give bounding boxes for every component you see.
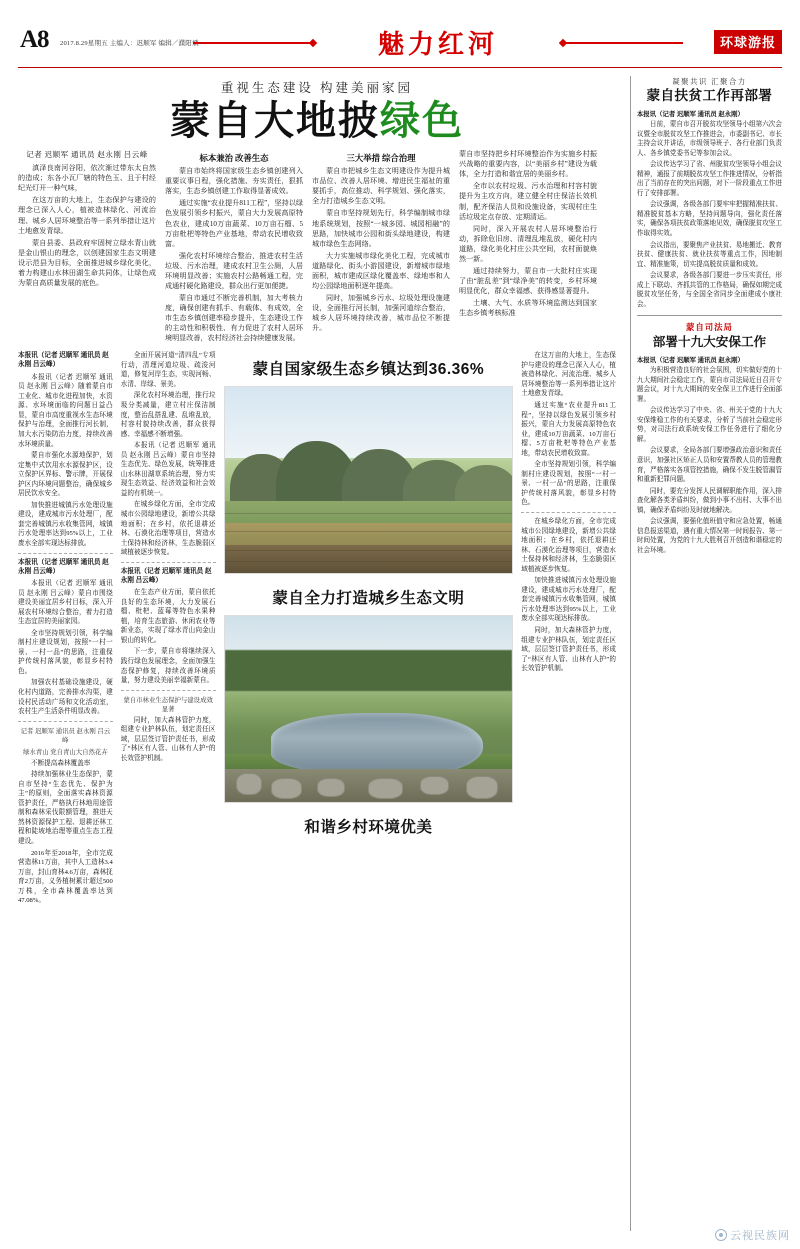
- page-body: [18, 76, 782, 1231]
- tree-line: [225, 650, 513, 691]
- paragraph: 同时，加大森林管护力度，组建专业护林队伍，划定责任区域，层层签订管护责任书，形成了“林区有人管、山林有人护”的长效管护机制。: [120, 716, 216, 762]
- paragraph: 在城乡绿化方面，全市完成城市公园绿地建设，新增公共绿地面积；在乡村，依托退耕还林、石漠化治理等项目，营造水土保持林和经济林，生态脆弱区域植被逐步恢复。: [521, 518, 616, 573]
- rail-org-name: 蒙自司法局: [686, 323, 733, 333]
- paragraph: 滇泽良南河谷阳，依次渐过带东太自然的造成；东各小瓦厂辖的特色玉、且于村经纪光灯开一种气味，: [18, 164, 156, 193]
- column-divider: [630, 76, 631, 1231]
- paragraph: 加强农村基础设施建设，硬化村内道路，完善排水沟渠，建设村民活动广场和文化活动室，农村生产生活条件明显改善。: [18, 679, 113, 716]
- paragraph: 同时，加强城乡污水、垃圾处理设施建设，全面推行河长制，加强河道综合整治，城乡人居环境持续改善，城市品位不断提升。: [312, 293, 450, 333]
- crop-row: [225, 513, 513, 514]
- paragraph: 蒙自市把城乡生态文明建设作为提升城市品位、改善人居环境、增进民生福祉的重要抓手，高位推动、科学规划、强化落实，全力打造城乡生态文明。: [312, 167, 450, 206]
- paragraph: 日前，蒙自市召开脱贫攻坚领导小组第六次会议暨全市脱贫攻坚工作推进会，市委副书记、市长主持会议并讲话，市级领导班子、各行业部门负责人、各乡镇党委书记等参加会议。: [636, 120, 782, 157]
- lower-byline: 记者 迟顺军 通讯员 赵永刚 吕云峰: [20, 727, 111, 744]
- paragraph: 在这万亩的大地上，生态保护与建设的理念已深入人心，植被造林绿化、河流治理、城乡人居环境整治等一系列举措让这片土地愈发青绿。: [521, 352, 616, 398]
- paragraph: 加快推进城镇污水处理设施建设，建成城市污水处理厂，配套完善城镇污水收集管网，城镇污水处理率达到95%以上，工业废水全部实现达标排放。: [18, 501, 113, 547]
- paragraph: 下一步，蒙自市将继续深入践行绿色发展理念，全面加强生态保护修复，持续改善环境质量，努力建设美丽幸福新蒙自。: [120, 648, 216, 685]
- paragraph: 会议传达学习了中央、省、州关于党的十九大安保维稳工作的有关要求，分析了当前社会稳定形势，对司法行政系统安保工作任务进行了细化分解。: [636, 407, 782, 443]
- crop-row: [225, 531, 513, 532]
- feature-1-deck: 蒙自国家级生态乡镇达到36.36%: [252, 361, 485, 379]
- subhead: 三大举措 综合治理: [346, 154, 416, 164]
- paragraph: 深化农村环境治理，推行垃圾分类减量，建立村庄保洁制度，整治乱搭乱建、乱堆乱放，村容村貌持续改善，群众获得感、幸福感不断增强。: [120, 392, 216, 438]
- sky-region: [225, 387, 513, 458]
- paragraph: 土壤、大气、水质等环境监测达到国家生态乡镇考核标准: [459, 299, 597, 318]
- section-title-wrap: [318, 24, 558, 61]
- paragraph: 在生态产业方面，蒙自依托良好的生态环境，大力发展石榴、枇杷、蓝莓等特色水果种植，培育生态旅游、休闲农业等新业态，实现了绿水青山向金山银山的转化。: [120, 589, 216, 644]
- village-pond-green-landscape-photo: [224, 615, 514, 803]
- karst-hills-terraced-farmland-photo: [224, 386, 514, 574]
- rock: [236, 773, 262, 795]
- right-rail: [637, 76, 782, 1231]
- subhead: 标本兼治 改善生态: [199, 154, 269, 164]
- masthead: [18, 22, 782, 68]
- lead-headline-part1: 蒙自大地披: [170, 99, 380, 143]
- lead-kicker: 重视生态建设 构建美丽家园: [220, 81, 414, 95]
- paragraph: 全市以农村垃圾、污水治理和村容村貌提升为主攻方向，建立健全村庄保洁长效机制，配齐保洁人员和设施设备，实现村庄生活垃圾定点存放、定期清运。: [459, 182, 597, 221]
- feature-2: [224, 580, 514, 803]
- paragraph: 本报讯（记者 迟顺军 通讯员 赵永刚 吕云峰）蒙自市围绕建设美丽宜居乡村目标，深入开展农村环境综合整治，着力打造生态宜居的美丽家园。: [18, 579, 113, 626]
- rail-headline-2: 部署十九大安保工作: [652, 335, 767, 350]
- lower-region: [18, 351, 616, 908]
- paragraph: 通过实施“农业提升811工程”，坚持以绿色发展引领乡村振兴，蒙自大力发展高原特色农业，建成10万亩蔬菜、10万亩石榴、5万亩枇杷等特色产业基地，带动农民增收致富。: [165, 199, 303, 248]
- paragraph: 会议强调，要强化值班值守和应急处置，畅通信息报送渠道，遇有重大情况第一时间报告、第一时间处置，为党的十九大胜利召开创造和谐稳定的社会环境。: [636, 518, 782, 554]
- story-lede-bold: 本报讯（记者 迟顺军 通讯员 赵永刚 吕云峰）: [120, 567, 212, 584]
- paragraph: 同时，加大森林管护力度，组建专业护林队伍，划定责任区域，层层签订管护责任书，形成了“林区有人管、山林有人护”的长效管护机制。: [521, 627, 616, 673]
- paragraph: 本报讯（记者 迟顺军 通讯员 赵永刚 吕云峰）随着蒙自市工业化、城市化进程加快，水资源、水环境面临的问题日益凸显，蒙自市高度重视水生态环境保护与治理，全面推行河长制，加大水污染防治力度，持续改善水环境质量。: [18, 373, 113, 448]
- paragraph: 在这万亩的大地上，生态保护与建设的理念已深入人心，植被造林绿化、河流治理、城乡人居环境整治等一系列举措让这片土地愈发青绿。: [18, 196, 156, 235]
- rock: [271, 778, 303, 798]
- lower-column-b: [121, 351, 216, 908]
- lead-column-1: [18, 149, 156, 345]
- divider: [121, 562, 216, 563]
- paragraph: 通过实施“农业提升811工程”，坚持以绿色发展引领乡村振兴，蒙自大力发展高原特色农业，建成10万亩蔬菜、10万亩石榴、5万亩枇杷等特色产业基地，带动农民增收致富。: [521, 401, 616, 457]
- page-folio: A8: [20, 26, 49, 53]
- paragraph: 会议要求，各级各部门要进一步压实责任，形成上下联动、齐抓共管的工作格局，确保如期完成脱贫攻坚任务，与全国全省同步全面建成小康社会。: [636, 272, 782, 308]
- rock: [466, 776, 498, 798]
- paragraph: 在城乡绿化方面，全市完成城市公园绿地建设，新增公共绿地面积；在乡村，依托退耕还林、石漠化治理等项目，营造水土保持林和经济林，生态脆弱区域植被逐步恢复。: [120, 501, 216, 557]
- feature-stack: [224, 351, 514, 908]
- divider: [18, 553, 113, 554]
- rail-headline-1: 蒙自扶贫工作再部署: [646, 88, 773, 103]
- paragraph: 强化农村环境综合整治，推进农村生活垃圾、污水治理，建成农村卫生公厕，人居环境明显改善；实施农村公路畅通工程，完成通村硬化路建设，群众出行更加便捷。: [165, 251, 303, 290]
- lower-column-a: [18, 351, 113, 908]
- paragraph: 同时，深入开展农村人居环境整治行动，拆除危旧房、清理乱堆乱放，硬化村内道路，绿化美化村庄公共空间，农村面貌焕然一新。: [459, 224, 597, 263]
- lead-headline: [18, 100, 616, 143]
- paragraph: 会议要求，全局各部门要增强政治意识和责任意识，加强社区矫正人员和安置帮教人员的管理教育，严格落实各项管控措施，确保不发生脱管漏管和重新犯罪问题。: [636, 447, 782, 484]
- story-lede-bold: 本报讯（记者 迟顺军 通讯员 赵永刚 吕云峰）: [18, 558, 109, 575]
- paragraph: 加快推进城镇污水处理设施建设，建成城市污水处理厂，配套完善城镇污水收集管网，城镇污水处理率达到95%以上，工业废水全部实现达标排放。: [521, 577, 616, 623]
- lead-headline-part2: 绿色: [380, 99, 464, 143]
- paragraph: 会议强调，各级各部门要牢牢把握精准扶贫、精准脱贫基本方略，坚持问题导向，强化责任落实，确保各项扶贫政策落地见效，确保脱贫攻坚工作取得实效。: [636, 201, 782, 237]
- paragraph: 蒙自市坚持把乡村环境整治作为实施乡村振兴战略的重要内容，以“美丽乡村”建设为载体，全力打造和谐宜居的美丽乡村。: [459, 150, 597, 179]
- paragraph: 会议指出，要聚焦产业扶贫、易地搬迁、教育扶贫、健康扶贫、就业扶贫等重点工作，因地制宜、精准施策，切实提高脱贫质量和成效。: [636, 241, 782, 268]
- paragraph: 本报讯（记者 迟顺军 通讯员 赵永刚 吕云峰）蒙自市坚持生态优先、绿色发展，统筹推进山水林田湖草系统治理，努力实现生态效益、经济效益和社会效益的有机统一。: [120, 442, 216, 497]
- left-zone: [18, 76, 624, 1231]
- feature-2-deck: 蒙自全力打造城乡生态文明: [272, 590, 465, 608]
- rock: [420, 776, 449, 795]
- paragraph: 持续加强林业生态保护，蒙自市坚持“生态优先、保护为主”的原则，全面落实森林资源管护责任，严格执行林地用途管制和森林采伐限额管理，推进天然林资源保护工程、退耕还林工程和陡坡地治理等重点生态工程建设。: [18, 771, 113, 845]
- divider: [18, 721, 113, 722]
- paragraph: 蒙自市通过不断完善机制，加大考核力度，确保创建有抓手、有载体、有成效，全市生态乡镇创建率稳步提升，生态建设工作的主动性和积极性、有力促进了农村人居环境明显改善，农村经济社会持续健康发展。: [165, 293, 303, 343]
- rail-byline-2: 本报讯（记者 迟顺军 通讯员 赵永刚）: [636, 357, 744, 365]
- rail-divider: [637, 315, 782, 316]
- divider: [521, 512, 616, 513]
- paragraph: 蒙自市始终将国家级生态乡镇创建列入重要议事日程，强化措施、夯实责任，狠抓落实，生态乡镇创建工作取得显著成效。: [165, 167, 303, 196]
- crop-row: [225, 550, 513, 551]
- story-lede-bold: 本报讯（记者 迟顺军 通讯员 赵永刚 吕云峰）: [18, 352, 109, 369]
- section-title: 魅力红河: [377, 29, 498, 59]
- lower-column-c: [521, 351, 616, 908]
- feature-3-deck: 和谐乡村环境优美: [304, 819, 433, 837]
- paragraph: 2016年至2018年，全市完成营造林11万亩，其中人工造林3.4万亩，封山育林4.6万亩，森林抚育2万亩，义务植树累计超过500万株，全市森林覆盖率达到47.08%。: [18, 849, 113, 905]
- paragraph: 大力实施城市绿化美化工程，完成城市道路绿化、街头小游园建设，新增城市绿地面积，城市建成区绿化覆盖率、绿地率和人均公园绿地面积逐年提高。: [312, 251, 450, 290]
- paragraph: 蒙自市坚持规划先行，科学编制城市绿地系统规划，按照“一城多园、城园相融”的思路，加快城市公园和街头绿地建设，构建城市绿色生态网络。: [312, 209, 450, 248]
- lower-column-head: 绿水青山 党自青山大自然花卉: [23, 748, 108, 756]
- paragraph: 不断提高森林覆盖率: [31, 759, 91, 767]
- paragraph: 全市坚持规划引领，科学编制村庄建设规划，按照“一村一景、一村一品”的思路，注重保护传统村落风貌，彰显乡村特色。: [18, 629, 113, 675]
- paragraph: 全面开展河道“清四乱”专项行动，清理河道垃圾、疏浚河道，修复河岸生态，实现河畅、水清、岸绿、景美。: [120, 352, 216, 388]
- rock: [317, 778, 346, 797]
- newspaper-brand: 环球游报: [714, 30, 782, 54]
- watermark: 云视民族网: [715, 1227, 790, 1243]
- decorative-rule-left: [193, 42, 313, 44]
- crop-row: [225, 561, 513, 562]
- paragraph: 同时，要充分发挥人民调解职能作用，深入排查化解各类矛盾纠纷，做到小事不出村、大事不出镇，确保矛盾纠纷及时就地解决。: [636, 487, 782, 514]
- lead-byline: 记者 迟顺军 通讯员 赵永刚 吕云峰: [26, 150, 148, 160]
- paragraph: 全市坚持规划引领，科学编制村庄建设规划，按照“一村一景、一村一品”的思路，注重保护传统村落风貌，彰显乡村特色。: [521, 461, 616, 507]
- watermark-logo-icon: [715, 1229, 727, 1241]
- feature-1: [224, 351, 514, 574]
- lead-story-columns: [18, 149, 616, 345]
- paragraph: 通过持续努力，蒙自市一大批村庄实现了由“脏乱差”到“绿净美”的转变，乡村环境明显优化，群众幸福感、获得感显著提升。: [459, 266, 597, 295]
- lead-column-4: [459, 149, 597, 345]
- lead-column-2: [165, 149, 303, 345]
- field-band: [225, 523, 513, 547]
- paragraph: 蒙自县委、县政府牢固树立绿水青山就是金山银山的理念，以创建国家生态文明建设示范县为目标，全面推进城乡绿化美化，着力构建山水林田湖生命共同体，让绿色成为蒙自高质量发展的底色。: [18, 238, 156, 287]
- decorative-rule-right: [563, 42, 683, 44]
- rail-byline-1: 本报讯（记者 迟顺军 通讯员 赵永刚）: [636, 110, 744, 118]
- divider: [121, 690, 216, 691]
- paragraph: 会议传达学习了省、州脱贫攻坚领导小组会议精神，通报了前期脱贫攻坚工作推进情况，分析指出了当前存在的突出问题，对下一阶段重点工作进行了安排部署。: [636, 161, 782, 197]
- feature-3: [224, 809, 514, 844]
- rock: [368, 778, 403, 798]
- rail-kicker-1: 凝聚共识 汇聚合力: [672, 77, 747, 86]
- lower-column-head: 蒙自市林业生态保护与建设成效显著: [123, 696, 213, 713]
- pond-water: [271, 713, 484, 776]
- paragraph: 为积极营造良好的社会氛围，切实做好党的十九大期间社会稳定工作，蒙自市司法局近日召开专题会议，对十九大期间的安全保卫工作进行全面部署。: [636, 367, 782, 403]
- paragraph: 蒙自市强化水源地保护，划定集中式饮用水水源保护区，设立保护区界标、警示牌，开展保护区内环境问题整治，确保城乡居民饮水安全。: [18, 452, 113, 498]
- issue-meta: 2017.8.29星期五 主编人：迟顺军 编辑／濮阳斌: [60, 40, 199, 47]
- lead-column-3: [312, 149, 450, 345]
